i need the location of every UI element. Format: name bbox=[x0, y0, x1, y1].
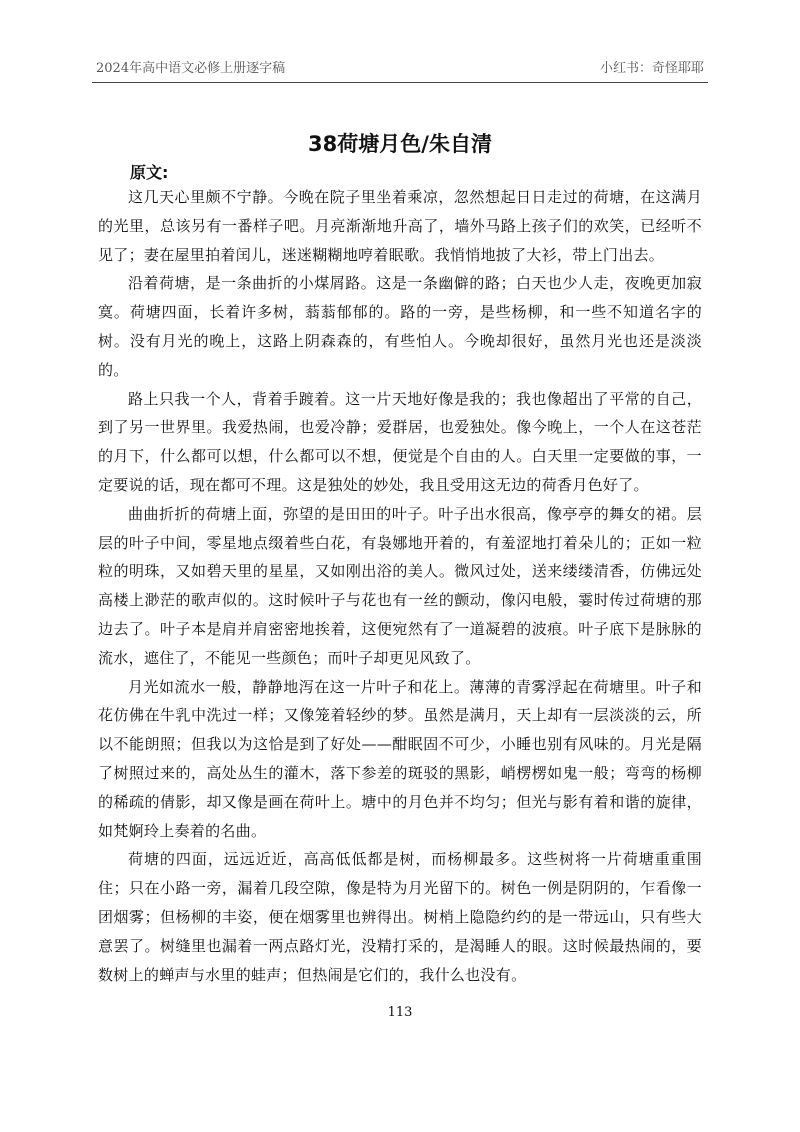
paragraph-3: 路上只我一个人，背着手踱着。这一片天地好像是我的；我也像超出了平常的自己，到了另一世界里。我爱热闹，也爱冷静；爱群居，也爱独处。像今晚上，一个人在这苍茫的月下，什么都可以想，什么都可以不想，便觉是个自由的人。白天里一定要做的事，一定要说的话，现在都可不理。这是独处的妙处，我且受用这无边的荷香月色好了。 bbox=[98, 389, 702, 494]
article-title: 38荷塘月色/朱自清 bbox=[308, 132, 492, 156]
article-body bbox=[98, 183, 702, 989]
page-header bbox=[96, 52, 704, 80]
header-author-credit: 小红书：奇怪耶耶 bbox=[599, 60, 704, 76]
paragraph-6: 荷塘的四面，远远近近，高高低低都是树，而杨柳最多。这些树将一片荷塘重重围住；只在小路一旁，漏着几段空隙，像是特为月光留下的。树色一例是阴阴的，乍看像一团烟雾；但杨柳的丰姿，便在烟雾里也辨得出。树梢上隐隐约约的是一带远山，只有些大意罢了。树缝里也漏着一两点路灯光，没精打采的，是渴睡人的眼。这时候最热闹的，要数树上的蝉声与水里的蛙声；但热闹是它们的，我什么也没有。 bbox=[98, 850, 702, 984]
header-divider bbox=[92, 82, 708, 83]
paragraph-1: 这几天心里颇不宁静。今晚在院子里坐着乘凉，忽然想起日日走过的荷塘，在这满月的光里，总该另有一番样子吧。月亮渐渐地升高了，墙外马路上孩子们的欢笑，已经听不见了；妻在屋里拍着闰儿，迷迷糊糊地哼着眠歌。我悄悄地披了大衫，带上门出去。 bbox=[98, 188, 702, 264]
paragraph-4: 曲曲折折的荷塘上面，弥望的是田田的叶子。叶子出水很高，像亭亭的舞女的裙。层层的叶子中间，零星地点缀着些白花，有袅娜地开着的，有羞涩地打着朵儿的；正如一粒粒的明珠，又如碧天里的星星，又如刚出浴的美人。微风过处，送来缕缕清香，仿佛远处高楼上渺茫的歌声似的。这时候叶子与花也有一丝的颤动，像闪电般，霎时传过荷塘的那边去了。叶子本是肩并肩密密地挨着，这便宛然有了一道凝碧的波痕。叶子底下是脉脉的流水，遮住了，不能见一些颜色；而叶子却更见风致了。 bbox=[98, 504, 702, 667]
header-book-title: 2024年高中语文必修上册逐字稿 bbox=[96, 60, 286, 76]
paragraph-5: 月光如流水一般，静静地泻在这一片叶子和花上。薄薄的青雾浮起在荷塘里。叶子和花仿佛在牛乳中洗过一样；又像笼着轻纱的梦。虽然是满月，天上却有一层淡淡的云，所以不能朗照；但我以为这恰是到了好处——酣眠固不可少，小睡也别有风味的。月光是隔了树照过来的，高处丛生的灌木，落下参差的斑驳的黑影，峭楞楞如鬼一般；弯弯的杨柳的稀疏的倩影，却又像是画在荷叶上。塘中的月色并不均匀；但光与影有着和谐的旋律，如梵婀玲上奏着的名曲。 bbox=[98, 677, 702, 840]
section-label-original: 原文: bbox=[130, 163, 169, 182]
page-number: 113 bbox=[387, 1005, 413, 1020]
paragraph-2: 沿着荷塘，是一条曲折的小煤屑路。这是一条幽僻的路；白天也少人走，夜晚更加寂寞。荷塘四面，长着许多树，蓊蓊郁郁的。路的一旁，是些杨柳，和一些不知道名字的树。没有月光的晚上，这路上阴森森的，有些怕人。今晚却很好，虽然月光也还是淡淡的。 bbox=[98, 274, 702, 379]
